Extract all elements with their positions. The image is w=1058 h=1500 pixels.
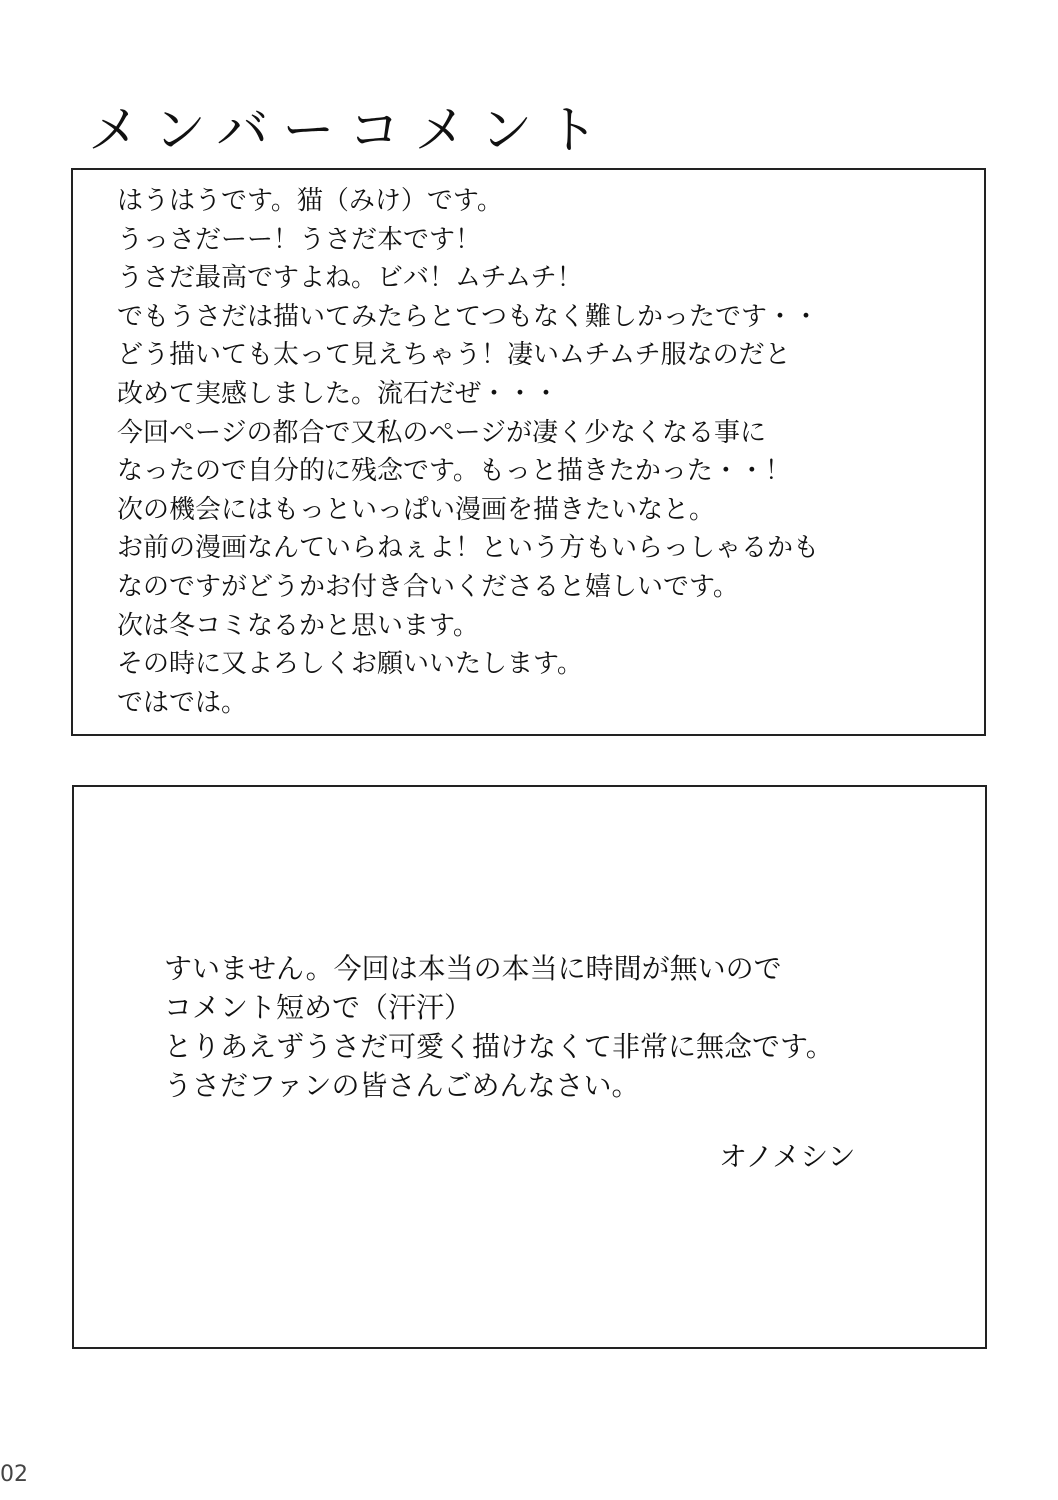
comment-text-2 [164,949,834,1105]
comment-line: はうはうです。猫（みけ）です。 [117,186,503,216]
comment-line: すいません。今回は本当の本当に時間が無いので [164,952,782,985]
comment-line: 次の機会にはもっといっぱい漫画を描きたいなと。 [117,494,716,525]
comment-line: でもうさだは描いてみたらとてつもなく難しかったです・・ [117,301,820,332]
author-signature: オノメシン [719,1140,856,1173]
comment-line: お前の漫画なんていらねぇよ！という方もいらっしゃるかも [117,533,820,564]
comment-line: うさだファンの皆さんごめんなさい。 [164,1069,640,1102]
comment-line: 今回ページの都合で又私のページが凄く少なくなる事に [117,417,766,448]
page-number: 02 [0,1462,28,1487]
comment-text-1 [117,182,819,722]
comment-line: なのですがどうかお付き合いくださると嬉しいです。 [117,571,739,602]
comment-line: ではでは。 [117,687,248,718]
comment-line: その時に又よろしくお願いいたします。 [117,649,583,680]
comment-line: とりあえずうさだ可愛く描けなくて非常に無念です。 [164,1030,834,1063]
comment-line: どう描いても太って見えちゃう！凄いムチムチ服なのだと [117,340,791,371]
comment-line: うっさだーー！うさだ本です！ [117,224,482,255]
comment-line: コメント短めで（汗汗） [164,991,473,1024]
page-title: メンバーコメント [88,101,613,161]
comment-line: 次は冬コミなるかと思います。 [117,610,479,641]
comment-line: なったので自分的に残念です。もっと描きたかった・・！ [117,456,791,487]
member-comment-box-1 [71,168,986,736]
member-comment-box-2 [72,785,987,1349]
comment-line: うさだ最高ですよね。ビバ！ムチムチ！ [117,263,583,294]
comment-line: 改めて実感しました。流石だぜ・・・ [117,378,560,409]
